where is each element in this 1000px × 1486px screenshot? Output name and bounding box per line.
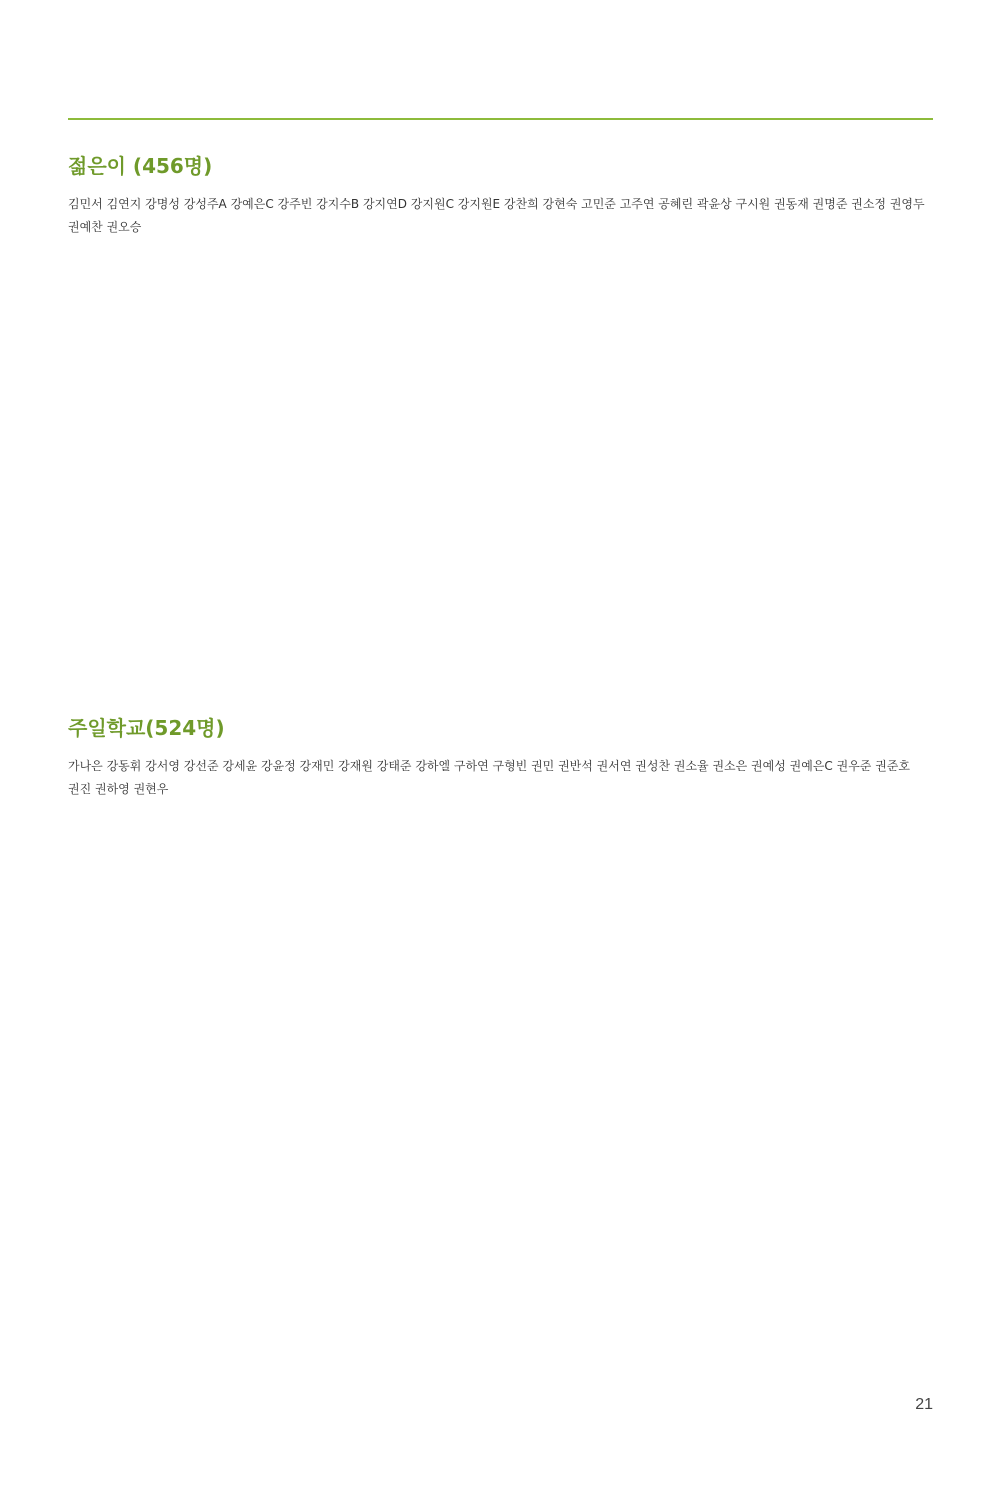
section-young-adults — [68, 150, 933, 239]
section-heading: 젊은이 (456명) — [68, 154, 213, 178]
name-list: 가나은 강동휘 강서영 강선준 강세윤 강윤정 강재민 강재원 강태준 강하엘 구하연 구형빈 권민 권반석 권서연 권성찬 권소율 권소은 권예성 권예은C 권우준 권준호 권진 권하영 권현우 — [68, 759, 910, 796]
section-heading: 주일학교(524명) — [68, 716, 225, 740]
name-list: 김민서 김연지 강명성 강성주A 강예은C 강주빈 강지수B 강지연D 강지원C 강지원E 강찬희 강현숙 고민준 고주연 공혜린 곽윤상 구시원 권동재 권명준 권소정 권영두 권예찬 권오승 — [68, 197, 925, 234]
page-number: 21 — [915, 1396, 933, 1413]
section-sunday-school — [68, 712, 933, 801]
top-divider — [68, 118, 933, 120]
